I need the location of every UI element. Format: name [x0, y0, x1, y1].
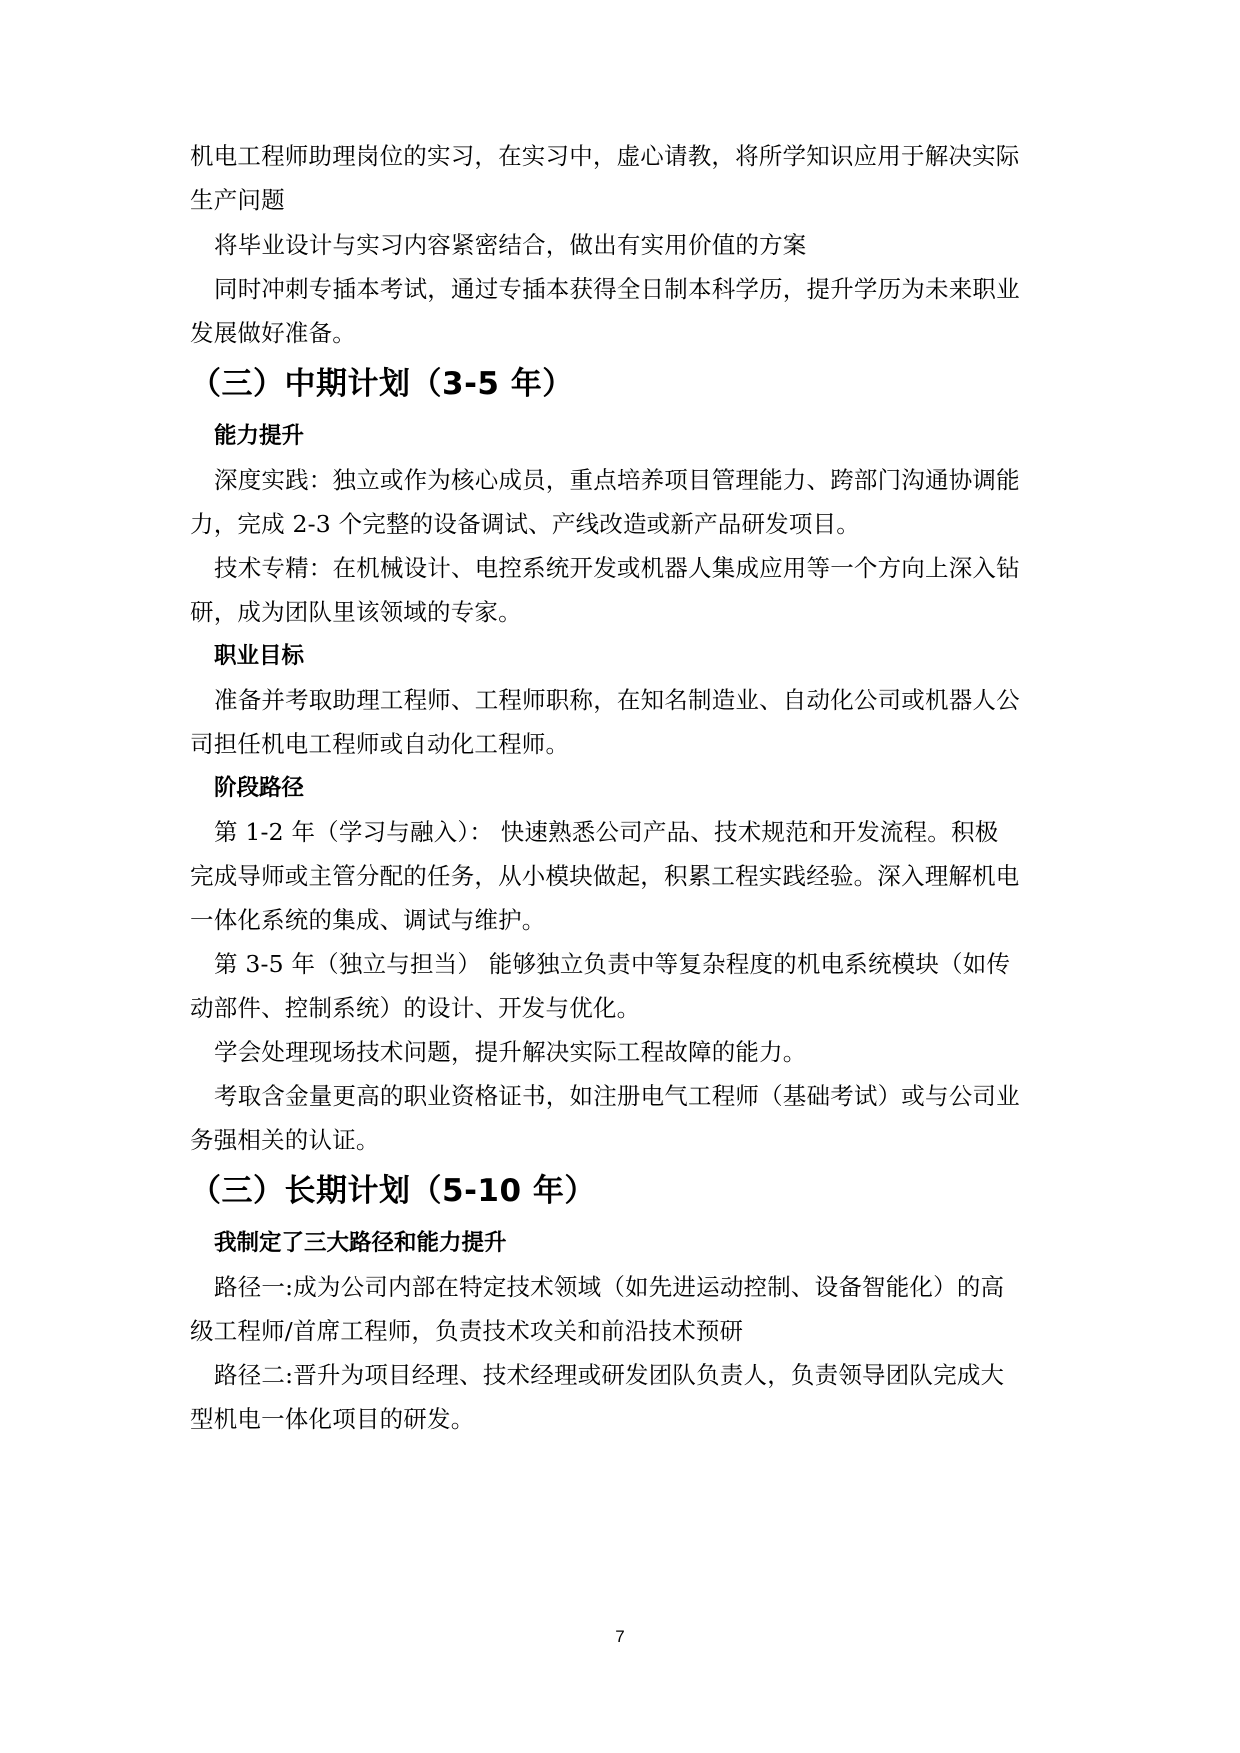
paragraph-line: 同时冲刺专插本考试，通过专插本获得全日制本科学历，提升学历为未来职业 [214, 275, 1020, 303]
paragraph-line: 发展做好准备。 [190, 319, 356, 347]
paragraph-line: 路径二:晋升为项目经理、技术经理或研发团队负责人，负责领导团队完成大 [214, 1361, 1005, 1389]
paragraph-line: 准备并考取助理工程师、工程师职称，在知名制造业、自动化公司或机器人公 [214, 686, 1020, 714]
paragraph-line: 完成导师或主管分配的任务，从小模块做起，积累工程实践经验。深入理解机电 [190, 862, 1020, 890]
paragraph-line: 将毕业设计与实习内容紧密结合，做出有实用价值的方案 [214, 231, 807, 259]
paragraph-line: 考取含金量更高的职业资格证书，如注册电气工程师（基础考试）或与公司业 [214, 1082, 1020, 1110]
paragraph-line: 一体化系统的集成、调试与维护。 [190, 906, 546, 934]
paragraph-line: 级工程师/首席工程师，负责技术攻关和前沿技术预研 [190, 1317, 744, 1345]
section-heading-long-term: （三）长期计划（5-10 年） [190, 1173, 596, 1209]
paragraph-line: 第 1-2 年（学习与融入）： 快速熟悉公司产品、技术规范和开发流程。积极 [214, 818, 999, 846]
subheading-stage-path: 阶段路径 [214, 775, 305, 801]
subheading-ability: 能力提升 [214, 423, 305, 449]
paragraph-line: 路径一:成为公司内部在特定技术领域（如先进运动控制、设备智能化）的高 [214, 1273, 1005, 1301]
paragraph-line: 力，完成 2-3 个完整的设备调试、产线改造或新产品研发项目。 [190, 510, 860, 538]
paragraph-line: 动部件、控制系统）的设计、开发与优化。 [190, 994, 641, 1022]
paragraph-line: 第 3-5 年（独立与担当） 能够独立负责中等复杂程度的机电系统模块（如传 [214, 950, 1011, 978]
paragraph-line: 深度实践：独立或作为核心成员，重点培养项目管理能力、跨部门沟通协调能 [214, 466, 1020, 494]
section-heading-mid-term: （三）中期计划（3-5 年） [190, 366, 574, 402]
subheading-three-paths: 我制定了三大路径和能力提升 [214, 1230, 507, 1256]
paragraph-line: 型机电一体化项目的研发。 [190, 1405, 475, 1433]
subheading-career-goal: 职业目标 [214, 643, 305, 669]
page-number: 7 [615, 1627, 625, 1646]
paragraph-line: 技术专精：在机械设计、电控系统开发或机器人集成应用等一个方向上深入钻 [214, 554, 1020, 582]
paragraph-line: 学会处理现场技术问题，提升解决实际工程故障的能力。 [214, 1038, 807, 1066]
paragraph-line: 机电工程师助理岗位的实习，在实习中，虚心请教，将所学知识应用于解决实际 [190, 142, 1020, 170]
paragraph-line: 务强相关的认证。 [190, 1126, 380, 1154]
paragraph-line: 司担任机电工程师或自动化工程师。 [190, 730, 570, 758]
paragraph-line: 研，成为团队里该领域的专家。 [190, 598, 522, 626]
paragraph-line: 生产问题 [190, 186, 285, 214]
